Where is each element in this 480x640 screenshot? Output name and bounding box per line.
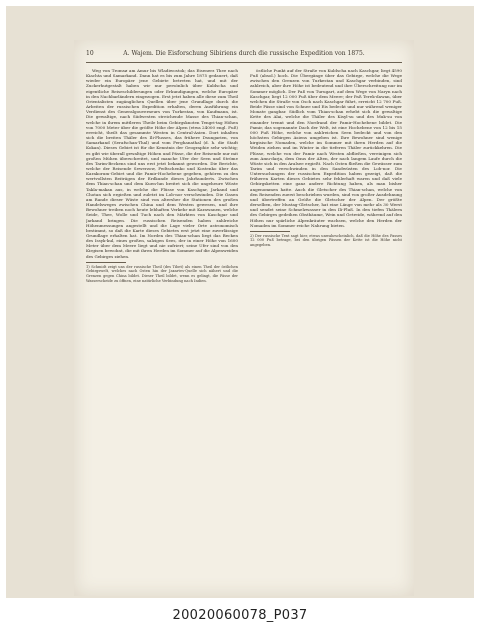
left-footnote: 1) Schmidt zeigt uns der russische Theil (des Tibet) als einen Theil der östlichen Gebirgswelt, welches nach Osten hin der Jaxartes-Quelle sich nähert und die Grenzen gegen China bildet. Dieser Theil bildet, wenn es gelingt, die Pässe der Wasserscheide zu öffnen, eine natürliche Verbindung nach Indien. xyxy=(86,264,238,283)
right-column xyxy=(250,68,402,576)
left-column xyxy=(86,68,238,576)
header-rule xyxy=(86,62,402,63)
page-number: 10 xyxy=(86,50,94,57)
right-column-text: östliche Punkt auf der Straße von Kuldscha nach Kaschgar, liegt 4590 Fuß (absol.) hoch. Die Übergänge über das Gebirge, welche die Wege zwischen den Grenzen von Turkestan und Kaschgar verbinden, sind zahlreich, aber ihre Höhe ist bedeutend und ihre Überschreitung nur im Sommer möglich. Der Paß von Turugart, auf dem Wege von Naryn nach Kaschgar, liegt 12 000 Fuß über dem Meere; der Paß Terek-dawan, über welchen die Straße von Osch nach Kaschgar führt, erreicht 12 700 Fuß. Beide Pässe sind von Schnee und Eis bedeckt und nur während weniger Monate gangbar. Südlich vom Thian-schan erhebt sich die gewaltige Kette des Alai, welche die Thäler des Kisyl-su und des Muk-su von einander trennt und den Nordrand der Pamir-Hochebene bildet. Die Pamir, das sogenannte Dach der Welt, ist eine Hochebene von 12 bis 15 000 Fuß Höhe, welche von zahlreichen Seen bedeckt und von den höchsten Gebirgen Asiens umgeben ist. Ihre Bewohner sind wenige kirgisische Nomaden, welche im Sommer mit ihren Herden auf die Weiden ziehen und im Winter in die tieferen Thäler zurückkehren. Die Flüsse, welche von der Pamir nach Westen abfließen, vereinigen sich zum Amu-darja, dem Oxus der Alten, der nach langem Laufe durch die Wüste sich in den Aralsee ergießt. Nach Osten fließen die Gewässer zum Tarim und verschwinden in den Sandwüsten des Lob-nor. Die Untersuchungen der russischen Expedition haben gezeigt, daß die früheren Karten dieses Gebietes sehr fehlerhaft waren und daß viele Gebirgsketten eine ganz andere Richtung haben, als man bisher angenommen hatte. Auch die Gletscher des Thian-schan, welche von den Reisenden zuerst beschrieben wurden, sind von großer Ausdehnung und übertreffen an Größe die Gletscher der Alpen. Der größte derselben, der Mustag-Gletscher, hat eine Länge von mehr als 30 Werst und sendet seine Schmelzwasser in den Ili-Fluß. In den tiefen Thälern des Gebirges gedeihen Obstbäume, Wein und Getreide, während auf den Höhen nur spärliche Alpenkräuter wachsen, welche den Herden der Nomaden im Sommer reiche Nahrung bieten. xyxy=(250,68,402,228)
left-column-text: Weg von Tromsø am Amur bis Wladiwostok; das Eisenerz Thee nach Kiachta und Samarkand. Dann hat es bis zum Jahre 1875 gedauert, daß wieder ein Europäer jene Gebiete betreten hat, und mit der Zuckerhutgestalt haben wir nur persönlich über Kuldscha und eigentliche Reiseschilderungen oder Erkundigungen, welche Europäer in den Nachbarländern eingezogen. Erst jetzt haben alle diese zum Theil Orientalisten zugänglichen Quellen über jene Grundlage durch die Arbeiten der russischen Expedition erhalten, deren Ausführung ein Verdienst des Generalgouverneurs von Turkestan, von Kaufmann, ist. Die gewaltige, nach Südwesten streichende Masse des Thian-schan, welche in ihrem mittleren Theile beim Gebirgsknoten Tengri-tag Höhen von 7000 Meter über die größte Höhe der Alpen (etwa 24000 engl. Fuß) erreicht, theilt das gesammte Westen in Central-Asien. Dort inhalten sich die breiten Thäler des Ili-Flusses, das frühere Dsungarien, von Samarkand (Serafschan-Thal) und vom Ferghanathal (d. h. die Stadt Kokan). Dieses Gebiet ist für die Kenntnis der Geographie sehr wichtig; es gibt wie überall gewaltige Höhen und Pässe, die der Reisende nur mit großen Mühen überschreitet, und manche Ufer der Seen und Ströme des Tarim-Beckens sind uns erst jetzt bekannt geworden. Die Berichte, welche der Reisende Sewerzow, Fedtschenko und Kostenko über das Karakorum-Gebiet und die Pamir-Hochebene gegeben, gehören zu den wertvollsten Beiträgen der Erdkunde dieses Jahrhunderts. Zwischen dem Thian-schan und dem Kuen-lun breitet sich die ungeheure Wüste Takla-makan aus, in welche die Flüsse von Kaschgar, Jarkand und Chotan sich ergießen und zuletzt im Lob-nor verschwinden. Die Oasen am Rande dieser Wüste sind von altersher die Stationen des großen Handelsweges zwischen China und dem Westen gewesen, und ihre Bewohner treiben noch heute lebhaften Verkehr mit Karawanen, welche Seide, Thee, Wolle und Tuch nach den Märkten von Kaschgar und Jarkand bringen. Die russischen Reisenden haben zahlreiche Höhenmessungen angestellt und die Lage vieler Orte astronomisch bestimmt, so daß die Karte dieses Gebietes erst jetzt eine zuverlässige Grundlage erhalten hat. Im Norden des Thian-schan liegt das Becken des Issyk-kul, eines großen, salzigen Sees, der in einer Höhe von 1600 Meter über dem Meere liegt und nie zufriert; seine Ufer sind von den Kirgisen bewohnt, die mit ihren Herden im Sommer auf die Alpenweiden des Gebirges ziehen. xyxy=(86,68,238,259)
page-header xyxy=(86,50,402,62)
scan-id-caption: 20020060078_P037 xyxy=(172,608,308,623)
book-page xyxy=(74,40,414,596)
left-footnote-rule xyxy=(86,262,126,263)
running-title: A. Wajem. Die Eisforschung Sibiriens durch die russische Expedition von 1875. xyxy=(123,50,365,57)
right-footnote-rule xyxy=(250,231,290,232)
right-footnote: 2) Der russische Text sagt hier, etwas unwahrscheinlich, daß die Höhe des Passes 12 000 Fuß betrage, bei den übrigen Pässen der Kette ist die Höhe nicht angegeben. xyxy=(250,233,402,248)
